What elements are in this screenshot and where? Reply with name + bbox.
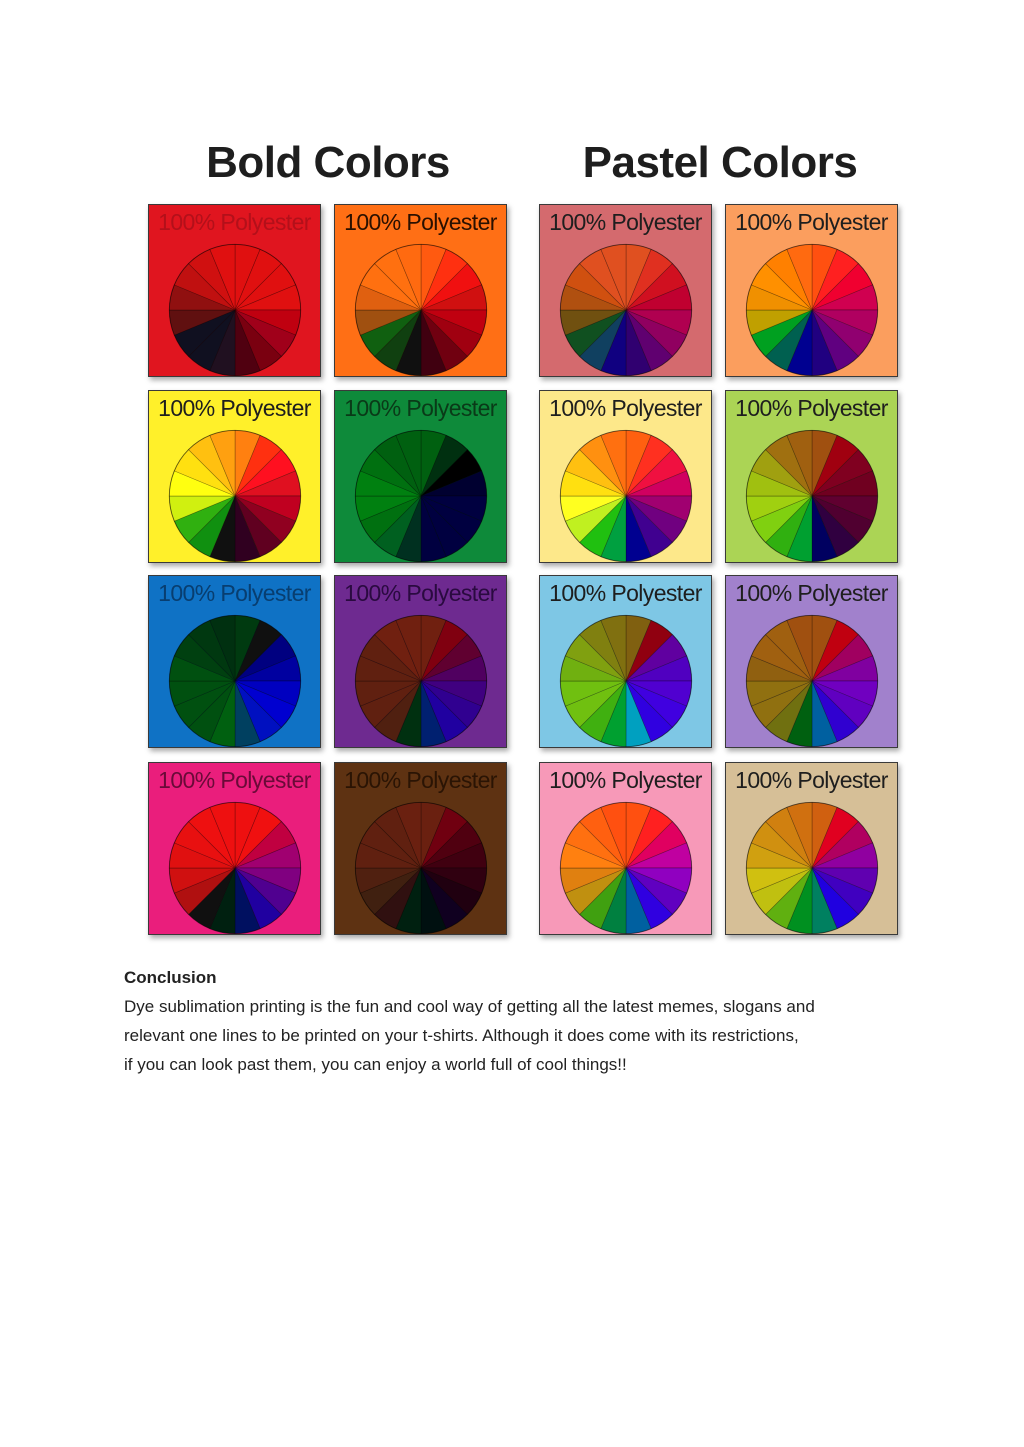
swatch-bold-9 [148,575,321,748]
swatch-bold-1 [148,204,321,377]
color-wheel [745,429,879,563]
swatch-label: 100% Polyester [735,767,888,793]
swatch-label: 100% Polyester [158,580,311,606]
pastel-colors-heading: Pastel Colors [582,138,858,187]
swatch-label: 100% Polyester [549,209,702,235]
color-wheel [168,801,302,935]
conclusion-line: if you can look past them, you can enjoy a world full of cool things!! [124,1055,627,1074]
swatch-label: 100% Polyester [735,209,888,235]
color-comparison-figure [148,130,903,940]
swatch-label: 100% Polyester [735,580,888,606]
color-wheel [559,801,693,935]
color-wheel [168,429,302,563]
swatch-pastel-3 [539,204,712,377]
color-wheel [354,614,488,748]
color-wheel [745,614,879,748]
swatch-grid [148,204,903,940]
conclusion-heading: Conclusion [124,968,217,987]
swatch-label: 100% Polyester [158,395,311,421]
swatch-label: 100% Polyester [344,580,497,606]
swatch-label: 100% Polyester [344,767,497,793]
swatch-bold-14 [334,762,507,935]
color-wheel [559,243,693,377]
swatch-bold-2 [334,204,507,377]
swatch-bold-6 [334,390,507,563]
swatch-label: 100% Polyester [344,209,497,235]
color-wheel [559,429,693,563]
swatch-bold-5 [148,390,321,563]
color-wheel [168,614,302,748]
conclusion-section [124,968,914,1079]
swatch-label: 100% Polyester [549,395,702,421]
color-wheel [745,243,879,377]
conclusion-line: Dye sublimation printing is the fun and cool way of getting all the latest memes, slogans and [124,997,815,1016]
swatch-label: 100% Polyester [158,209,311,235]
color-wheel [354,429,488,563]
swatch-label: 100% Polyester [549,580,702,606]
swatch-bold-13 [148,762,321,935]
swatch-label: 100% Polyester [735,395,888,421]
conclusion-paragraph [124,992,914,1079]
color-wheel [559,614,693,748]
bold-colors-heading: Bold Colors [206,138,450,187]
color-wheel [354,243,488,377]
swatch-pastel-16 [725,762,898,935]
swatch-pastel-7 [539,390,712,563]
color-wheel [168,243,302,377]
swatch-pastel-8 [725,390,898,563]
swatch-pastel-12 [725,575,898,748]
swatch-label: 100% Polyester [549,767,702,793]
conclusion-line: relevant one lines to be printed on your t-shirts. Although it does come with its restrictions, [124,1026,799,1045]
swatch-label: 100% Polyester [158,767,311,793]
color-wheel [354,801,488,935]
swatch-label: 100% Polyester [344,395,497,421]
color-wheel [745,801,879,935]
swatch-bold-10 [334,575,507,748]
swatch-pastel-15 [539,762,712,935]
swatch-pastel-11 [539,575,712,748]
swatch-pastel-4 [725,204,898,377]
